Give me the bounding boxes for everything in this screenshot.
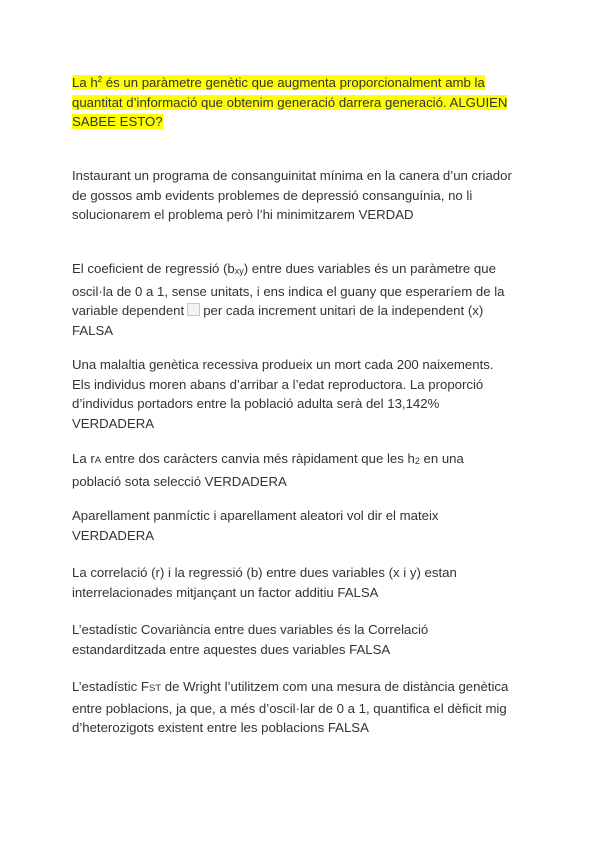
text-line: L’estadístic Covariància entre dues variables és la Correlació [72,622,429,637]
paragraph-genetic-correlation [72,449,542,491]
small-caps: ST [148,683,162,694]
text-line: de gossos amb evidents problemes de depressió consanguínia, no li [72,187,473,203]
paragraph-highlighted-question [72,70,542,132]
text: La r [72,451,95,466]
text: ) entre dues variables és un paràmetre que [243,261,496,276]
text-line: VERDADERA [72,527,155,543]
text-line: d’individus portadors entre la població adulta serà del 13,142% [72,396,440,411]
superscript: 2 [97,75,103,84]
text-line: estandarditzada entre aquestes dues variables FALSA [72,641,391,657]
text-line: Una malaltia genètica recessiva produeix un mort cada 200 naixements. [72,357,494,372]
paragraph-correlation-regression [72,563,542,602]
text: El coeficient de regressió (b [72,261,235,276]
paragraph-covariance [72,620,542,659]
text-line: població sota selecció VERDADERA [72,473,287,489]
paragraph-panmictic-mating [72,506,542,545]
text: en una [419,451,464,466]
paragraph-regression-coefficient [72,259,542,340]
text-line: Instaurant un programa de consanguinitat mínima en la canera d’un criador [72,168,512,183]
text: variable dependent [72,303,185,318]
highlight-text: SABEE ESTO? [72,114,163,129]
paragraph-recessive-disease [72,355,542,433]
text-line: oscil·la de 0 a 1, sense unitats, i ens indica el guany que esperaríem de la [72,283,505,299]
text-line: VERDADERA [72,415,155,431]
subscript: 2 [414,456,420,466]
paragraph-consanguinity [72,166,542,225]
text: per cada increment unitari de la independent (x) [203,303,484,318]
paragraph-fst-statistic [72,677,542,738]
text: entre dos caràcters canvia més ràpidament que les h [101,451,415,466]
text: és un paràmetre genètic que augmenta proporcionalment amb la [102,75,485,90]
text-line: FALSA [72,322,114,338]
missing-glyph-box [187,303,200,316]
text: de Wright l’utilitzem com una mesura de distància genètica [161,679,509,694]
text-line: Aparellament panmíctic i aparellament aleatori vol dir el mateix [72,508,439,523]
text-line: d’heterozigots existent entre les poblacions FALSA [72,720,369,735]
subscript: xy [234,266,244,276]
small-caps: A [94,455,102,466]
text: La h [72,75,98,90]
text-line: solucionarem el problema però l’hi minimitzarem VERDAD [72,207,414,222]
text-line: Els individus moren abans d’arribar a l’edat reproductora. La proporció [72,376,484,392]
highlight-text: quantitat d’informació que obtenim generació darrera generació. ALGUIEN [72,94,508,110]
text: L’estadístic F [72,679,149,694]
highlight [72,75,485,90]
text-line: La correlació (r) i la regressió (b) entre dues variables (x i y) estan [72,565,457,580]
text-line: interrelacionades mitjançant un factor additiu FALSA [72,584,379,600]
text-line: entre poblacions, ja que, a més d’oscil·lar de 0 a 1, quantifica el dèficit mig [72,700,507,716]
